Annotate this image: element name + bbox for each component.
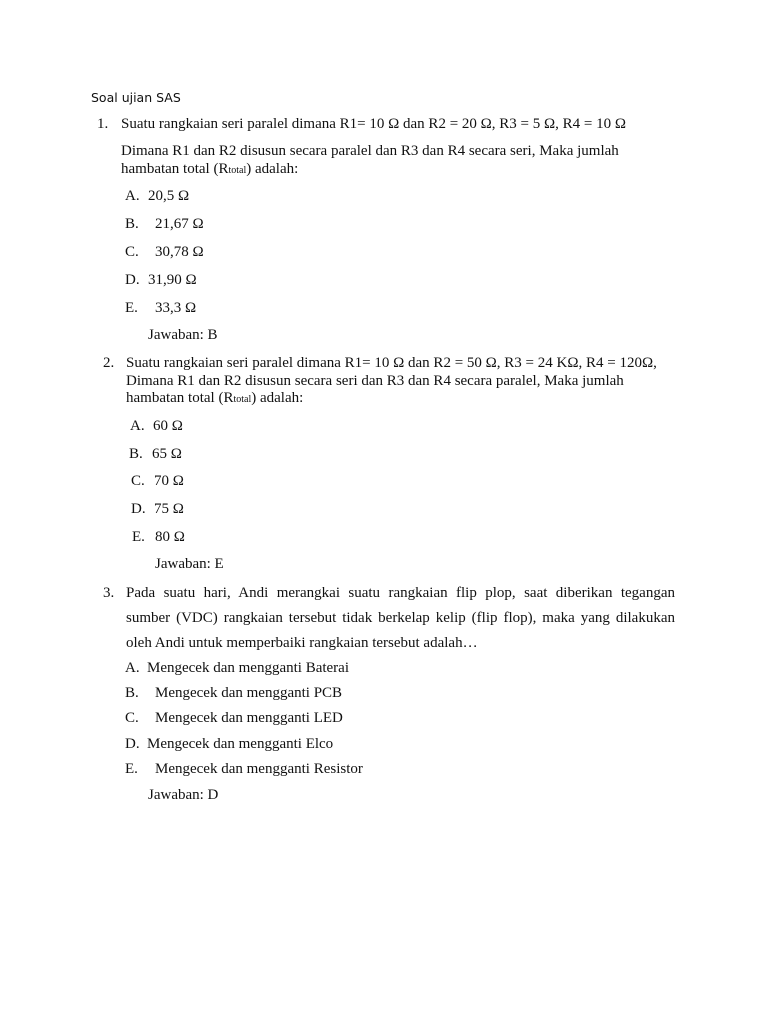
q2-option-a-text: 60 Ω [153,418,183,434]
q2-option-b-text: 65 Ω [152,446,182,462]
q1-option-c-letter: C. [125,244,139,260]
q3-option-d-letter: D. [125,736,140,752]
q2-option-e-text: 80 Ω [155,529,185,545]
q1-option-b-letter: B. [125,216,139,232]
page-title: Soal ujian SAS [91,90,181,105]
q1-option-e-letter: E. [125,300,138,316]
q3-number: 3. [103,585,115,601]
q2-option-a-letter: A. [130,418,145,434]
q3-line1: Pada suatu hari, Andi merangkai suatu rangkaian flip plop, saat diberikan tegangan [126,585,675,601]
q1-option-a-letter: A. [125,188,140,204]
q3-option-c-text: Mengecek dan mengganti LED [155,710,343,726]
q3-option-e-text: Mengecek dan mengganti Resistor [155,761,363,777]
q2-answer: Jawaban: E [155,556,224,572]
q3-option-c-letter: C. [125,710,139,726]
q2-line3: hambatan total (Rtotal) adalah: [126,390,304,406]
q1-number: 1. [97,116,109,132]
q2-line2: Dimana R1 dan R2 disusun secara seri dan R3 dan R4 secara paralel, Maka jumlah [126,373,624,389]
q3-option-b-text: Mengecek dan mengganti PCB [155,685,343,701]
q2-option-c-letter: C. [131,473,145,489]
q2-option-b-letter: B. [129,446,143,462]
q3-option-e-letter: E. [125,761,138,777]
q1-option-d-text: 31,90 Ω [148,272,197,288]
q1-line2: Dimana R1 dan R2 disusun secara paralel dan R3 dan R4 secara seri, Maka jumlah [121,143,619,159]
q2-line1: Suatu rangkaian seri paralel dimana R1= 10 Ω dan R2 = 50 Ω, R3 = 24 KΩ, R4 = 120Ω, [126,355,657,371]
q3-option-a-text: Mengecek dan mengganti Baterai [147,660,350,676]
q1-option-e-text: 33,3 Ω [155,300,197,316]
q2-number: 2. [103,355,115,371]
q2-subscript: total [233,394,252,405]
q1-option-d-letter: D. [125,272,140,288]
q3-line2: sumber (VDC) rangkaian tersebut tidak berkelap kelip (flip flop), maka yang dilakukan [126,610,675,626]
q1-answer: Jawaban: B [148,327,218,343]
q1-line1: Suatu rangkaian seri paralel dimana R1= 10 Ω dan R2 = 20 Ω, R3 = 5 Ω, R4 = 10 Ω [121,116,627,132]
q3-line3: oleh Andi untuk memperbaiki rangkaian tersebut adalah… [126,635,478,651]
q3-answer: Jawaban: D [148,787,219,803]
q2-option-e-letter: E. [132,529,145,545]
q1-option-a-text: 20,5 Ω [148,188,190,204]
q1-option-c-text: 30,78 Ω [155,244,204,260]
q1-line3: hambatan total (Rtotal) adalah: [121,161,299,177]
q2-option-d-letter: D. [131,501,146,517]
q3-option-b-letter: B. [125,685,139,701]
q2-option-d-text: 75 Ω [154,501,184,517]
q3-option-a-letter: A. [125,660,140,676]
q1-option-b-text: 21,67 Ω [155,216,204,232]
q1-subscript: total [228,165,247,176]
q3-option-d-text: Mengecek dan mengganti Elco [147,736,334,752]
q2-option-c-text: 70 Ω [154,473,184,489]
